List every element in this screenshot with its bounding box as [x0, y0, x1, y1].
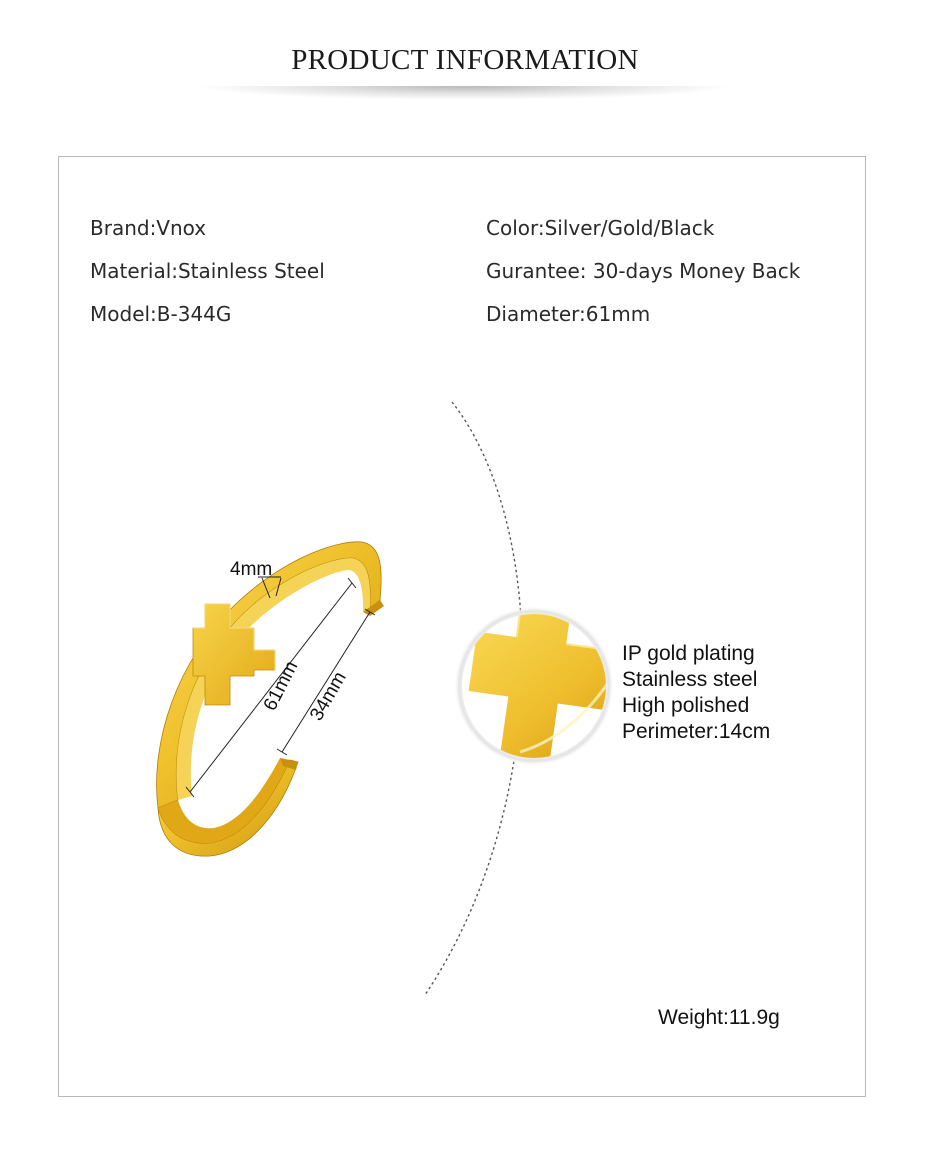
spec-color: Color:Silver/Gold/Black — [486, 216, 715, 240]
feature-item: IP gold plating — [622, 642, 755, 665]
feature-item: High polished — [622, 694, 750, 717]
zoom-detail-circle — [454, 604, 620, 770]
dimension-label-width: 4mm — [230, 559, 273, 580]
spec-material: Material:Stainless Steel — [90, 259, 325, 283]
spec-guarantee: Gurantee: 30-days Money Back — [486, 259, 801, 283]
spec-brand: Brand:Vnox — [90, 216, 207, 240]
feature-item: Perimeter:14cm — [622, 720, 771, 743]
spec-diameter: Diameter:61mm — [486, 302, 651, 326]
dimension-label-diameter: 61mm — [259, 657, 303, 715]
feature-list — [622, 641, 770, 745]
spec-model: Model:B-344G — [90, 302, 232, 326]
feature-item: Stainless steel — [622, 668, 758, 691]
bangle-image — [157, 542, 384, 856]
dimension-label-opening: 34mm — [306, 668, 351, 725]
page-title: PRODUCT INFORMATION — [291, 44, 639, 76]
weight-label: Weight:11.9g — [658, 1006, 780, 1029]
